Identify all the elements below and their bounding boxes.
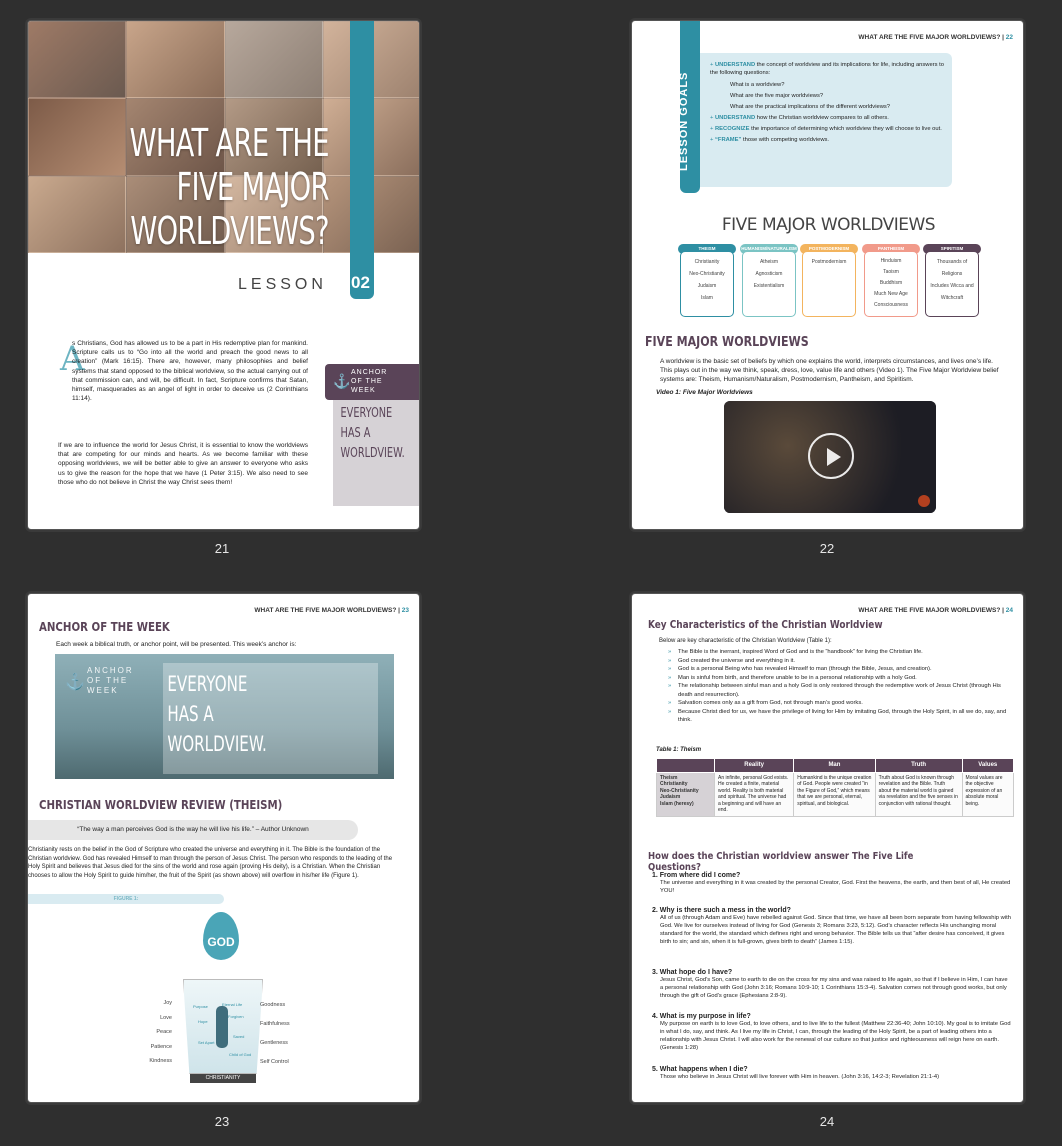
question-1: 1. From where did I come? The universe and everything in it was created by the personal Creator, God. First the heavens, the earth, and then best of all, He created YOU! [652, 872, 1011, 894]
lesson-goals-box: + UNDERSTAND the concept of worldview and its implications for life, including answers to the following questions: What is a worldview? What are the five major worldviews? What are the practical implications of the different worldviews? + UNDERSTAND how the Christian worldview compares to all others. + RECOGNIZE the importance of determining which worldview they will choose to live out. + “FRAME” those with competing worldviews. [688, 53, 952, 187]
running-header: WHAT ARE THE FIVE MAJOR WORLDVIEWS? | 22 [858, 34, 1013, 41]
table-header: Values [962, 759, 1013, 773]
worldview-header: HUMANISM/NATURALISM [740, 244, 798, 254]
worldview-header: THEISM [678, 244, 736, 254]
video-logo-icon [918, 495, 930, 507]
question-5: 5. What happens when I die? Those who believe in Jesus Christ will live forever with Him in heaven. (John 3:16, 14:2-3; Revelation 21:1-4) [652, 1066, 940, 1080]
worldview-item: Judaism [697, 283, 717, 289]
lesson-title: WHAT ARE THE FIVE MAJOR WORLDVIEWS? [129, 121, 329, 253]
table-cell: Humankind is the unique creation of God. People were created “in the Figure of God,” which means that we are personal, eternal, spiritual, and biological. [794, 772, 875, 816]
life-questions-heading: How does the Christian worldview answer The Five Life Questions? [648, 851, 914, 873]
question-3: 3. What hope do I have? Jesus Christ, God’s Son, came to earth to die on the cross for my sins and was raised to life again, so that if I believe in Him, I can have a personal relationship with God (John 3:16; Romans 10:9-10; 1 Corinthians 15:3-4). Salvation comes not through good works, but only through the gift of God’s grace (Ephesians 2:8-9). [652, 969, 1008, 999]
section-title: FIVE MAJOR WORLDVIEWS [645, 335, 809, 350]
worldview-item: Postmodernism [811, 259, 847, 265]
table-row [657, 772, 1014, 816]
glass-word: Saved [233, 1034, 245, 1039]
worldview-header: SPIRITISM [923, 244, 981, 254]
glass-word: Hope [198, 1019, 208, 1024]
table-cell: An infinite, personal God exists. He created a finite, material world. Reality is both material and spiritual. The universe had a beginning and will have an end. [715, 772, 794, 816]
drop-cap: A [60, 339, 85, 379]
page-24-thumbnail[interactable] [631, 593, 1024, 1103]
quote-bar: “The way a man perceives God is the way he will live his life.” – Author Unknown [28, 820, 358, 840]
page-22-thumbnail[interactable] [631, 20, 1024, 530]
review-heading: CHRISTIAN WORLDVIEW REVIEW (THEISM) [39, 798, 283, 812]
fruits-left: Joy Love Peace Patience Kindness [149, 1000, 172, 1064]
intro-paragraph-2: If we are to influence the world for Jesus Christ, it is essential to know the worldviews that are competing for our minds and hearts. As we become familiar with these opposing worldviews, we will be better able to give an answer to everyone who asks us to give the reason for the hope that we have (1 Peter 3:15). We also need to see those who do not believe in Christ the way Christ sees them! [58, 442, 308, 486]
characteristics-intro: Below are key characteristic of the Christian Worldview (Table 1): [659, 638, 832, 644]
worldview-column [680, 251, 734, 317]
table-cell: Theism Christianity Neo-Christianity Judaism Islam (heresy) [657, 772, 715, 816]
worldview-header: POSTMODERNISM [800, 244, 858, 254]
question-4: 4. What is my purpose in life? My purpose on earth is to love God, to love others, and to live life to the fullest (Matthew 22:36-40; John 10:10). My goal is to imitate God in what I do, say, and think. As I live my life in Christ, I can, through the leading of the Holy Spirit, be a part of leading others into a relationship with Jesus Christ. I will also work for the renewal of our culture so that justice and righteousness will reign here on earth. (Genesis 1:28) [652, 1013, 1011, 1051]
list-item: » The Bible is the inerrant, inspired Word of God and is the “handbook” for living the Christian life. [668, 648, 1013, 657]
page-number-24: 24 [819, 1114, 835, 1129]
page-number-23: 23 [214, 1114, 230, 1129]
worldview-item: Buddhism [879, 280, 903, 286]
page-23-thumbnail[interactable] [27, 593, 420, 1103]
worldview-column [742, 251, 796, 317]
glass-word: Eternal Life [222, 1002, 243, 1007]
worldview-item: Existentialism [753, 283, 785, 289]
theism-table [656, 758, 1014, 817]
question-2: 2. Why is there such a mess in the world? All of us (through Adam and Eve) have rebelled against God. Since that time, we have all been born separate from having fellowship with God. We live for ourselves instead of living for God (Genesis 3; Romans 3:23, 5:12). God’s character reflects His unchanging moral standard for the world, the standard which defines right and wrong behavior. The Bible tells us that “after desire has conceived, it gives birth to sin; and sin, when it is full-grown, gives birth to death” (James 1:15). [652, 907, 1011, 945]
worldview-header: PANTHEISM [862, 244, 920, 254]
worldview-column [864, 251, 918, 317]
anchor-statement: EVERYONE HAS A WORLDVIEW. [333, 400, 420, 506]
list-item: » God is a personal Being who has revealed Himself to man (through the Bible, Jesus, and creation). [668, 665, 1013, 674]
list-item: » God created the universe and everything in it. [668, 657, 1013, 666]
anchor-of-week-label: ⚓ ANCHOR OF THE WEEK [325, 364, 420, 400]
anchor-text-panel: EVERYONE HAS A WORLDVIEW. [163, 663, 378, 774]
section-text: A worldview is the basic set of beliefs by which one explains the world, interprets circumstances, and lives one’s life. This plays out in the way we think, speak, dress, love, value life and others (Video 1). The Five Major Worldview belief systems are: Theism, Humanism/Naturalism, Postmodernism, Pantheism, and Spiritism. [660, 358, 999, 383]
table-header [657, 759, 715, 773]
intro-paragraph-1: s Christians, God has allowed us to be a part in His redemptive plan for mankind. Scripture calls us to “Go into all the world and preach the good news to all creation” (Mark 16:15). There are, however, many philosophies and belief systems that stand opposed to the biblical worldview, so the actual carrying out of that commission can, and will, be difficult. In fact, Scripture confirms that Satan, himself, masquerades as an angel of light in order to deceive us (2 Corinthians 11:14). [72, 340, 308, 403]
lesson-goals-label: LESSON GOALS [678, 71, 690, 171]
running-header: WHAT ARE THE FIVE MAJOR WORLDVIEWS? | 23 [254, 607, 409, 614]
glass-label: CHRISTIANITY [190, 1074, 256, 1083]
glass-word: Purpose [193, 1004, 208, 1009]
worldview-item: Islam [701, 295, 713, 301]
video-player[interactable] [724, 401, 936, 513]
review-body: Christianity rests on the belief in the God of Scripture who created the universe and everything in it. The Bible is the foundation of the Christian worldview. God has revealed Himself to man through the person of Jesus Christ. The person who responds to the leading of the Holy Spirit and believes that Jesus died for the sins of the world and rose again (proving His deity), is a Christian. When the Christian chooses to allow the Holy Spirit to guide him/her, the fruit of the Spirit (as shown above) will overflow in his/her life (Figure 1). [28, 847, 393, 879]
table-cell: Truth about God is known through revelation and the Bible. Truth about the material world is gained via revelation and the five senses in conjunction with rational thought. [875, 772, 962, 816]
list-item: » Man is sinful from birth, and therefore unable to be in a personal relationship with a holy God. [668, 674, 1013, 683]
list-item: » Salvation comes only as a gift from God, not through man’s good works. [668, 699, 1013, 708]
worldview-item: Agnosticism [755, 271, 783, 277]
anchor-icon: ⚓ [65, 674, 85, 691]
play-icon [827, 448, 841, 466]
list-item: » The relationship between sinful man and a holy God is only restored through the redemptive work of Jesus Christ (through His death and resurrection). [668, 682, 1013, 699]
running-header: WHAT ARE THE FIVE MAJOR WORLDVIEWS? | 24 [858, 607, 1013, 614]
worldview-item: Hinduism [880, 258, 902, 264]
table-header: Reality [715, 759, 794, 773]
worldview-item: Taoism [883, 269, 899, 275]
table-cell: Moral values are the objective expression of an absolute moral being. [962, 772, 1013, 816]
lesson-number: 02 [351, 273, 370, 292]
fruits-right: Goodness Faithfulness Gentleness Self Control [260, 1002, 290, 1065]
table-header: Man [794, 759, 875, 773]
worldview-column [802, 251, 856, 317]
table-header: Truth [875, 759, 962, 773]
glass-word: Child of God [229, 1052, 252, 1057]
lesson-label: LESSON [238, 276, 327, 293]
worldview-item: Neo-Christianity [689, 271, 725, 277]
play-button[interactable] [808, 433, 854, 479]
worldview-item: Atheism [759, 259, 779, 265]
worldview-item: Includes Wicca and Witchcraft [930, 283, 974, 301]
video-caption: Video 1: Five Major Worldviews [656, 389, 753, 396]
glass-word: Forgiven [228, 1014, 244, 1019]
worldview-item: Much New Age Consciousness [874, 291, 908, 308]
list-item: » Because Christ died for us, we have the privilege of living for Him by imitating God, through the Holy Spirit, in all we do, say, and think. [668, 708, 1013, 725]
anchor-banner-image: ⚓ ANCHOR OF THE WEEK EVERYONE HAS A WORLDVIEW. [55, 654, 394, 779]
diagram-title: FIVE MAJOR WORLDVIEWS [721, 215, 936, 235]
page-number-22: 22 [819, 541, 835, 556]
figure-label: FIGURE 1: [28, 894, 224, 904]
anchor-intro: Each week a biblical truth, or anchor point, will be presented. This week’s anchor is: [56, 641, 297, 648]
teal-accent-bar [350, 21, 374, 299]
worldview-item: Christianity [694, 259, 720, 265]
characteristics-list [668, 648, 1013, 725]
table-caption: Table 1: Theism [656, 747, 702, 753]
worldview-column [925, 251, 979, 317]
glass-word: Set Apart [198, 1040, 215, 1045]
page-21-thumbnail[interactable] [27, 20, 420, 530]
worldview-item: Thousands of Religions [936, 259, 968, 277]
god-label: GOD [207, 935, 235, 949]
anchor-heading: ANCHOR OF THE WEEK [39, 620, 170, 634]
key-characteristics-heading: Key Characteristics of the Christian Worldview [648, 619, 883, 631]
page-number-21: 21 [214, 541, 230, 556]
anchor-icon: ⚓ [333, 373, 351, 389]
